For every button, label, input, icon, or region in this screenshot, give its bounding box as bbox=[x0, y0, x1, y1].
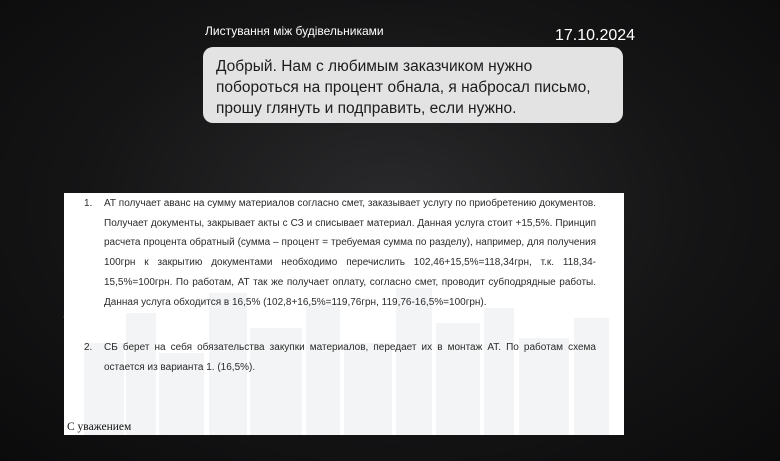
list-item-number: 1. bbox=[84, 198, 93, 209]
list-item-text: АТ получает аванс на сумму материалов согласно смет, заказывает услугу по приобретению документов. Получает документы, закрывает акты с СЗ и списывает материал. Данная услуга стоит +15,5%. Принцип расчета процента обратный (сумма – процент = требуемая сумма по разделу), например, для получения 100грн к закрытию документами необходимо перечислить 102,46+15,5%=118,34грн, т.к. 118,34-15,5%=100грн. По работам, АТ так же получает оплату, согласно смет, проводит субподрядные работы. Данная услуга обходится в 16,5% (102,8+16,5%=119,76грн, 119,76-16,5%=100грн). bbox=[104, 198, 596, 308]
letter-document-image bbox=[64, 193, 624, 435]
message-date: 17.10.2024 bbox=[555, 27, 636, 44]
chat-title: Листування між будівельниками bbox=[205, 24, 384, 38]
letter-sign-off: С уважением bbox=[67, 421, 132, 433]
list-item-text: СБ берет на себя обязательства закупки материалов, передает их в монтаж АТ. По работам схема остается из варианта 1. (16,5%). bbox=[104, 342, 596, 373]
message-bubble bbox=[203, 47, 623, 123]
list-item-number: 2. bbox=[84, 342, 93, 353]
message-text: Добрый. Нам с любимым заказчиком нужно побороться на процент обнала, я набросал письмо, прошу глянуть и подправить, если нужно. bbox=[216, 58, 591, 117]
